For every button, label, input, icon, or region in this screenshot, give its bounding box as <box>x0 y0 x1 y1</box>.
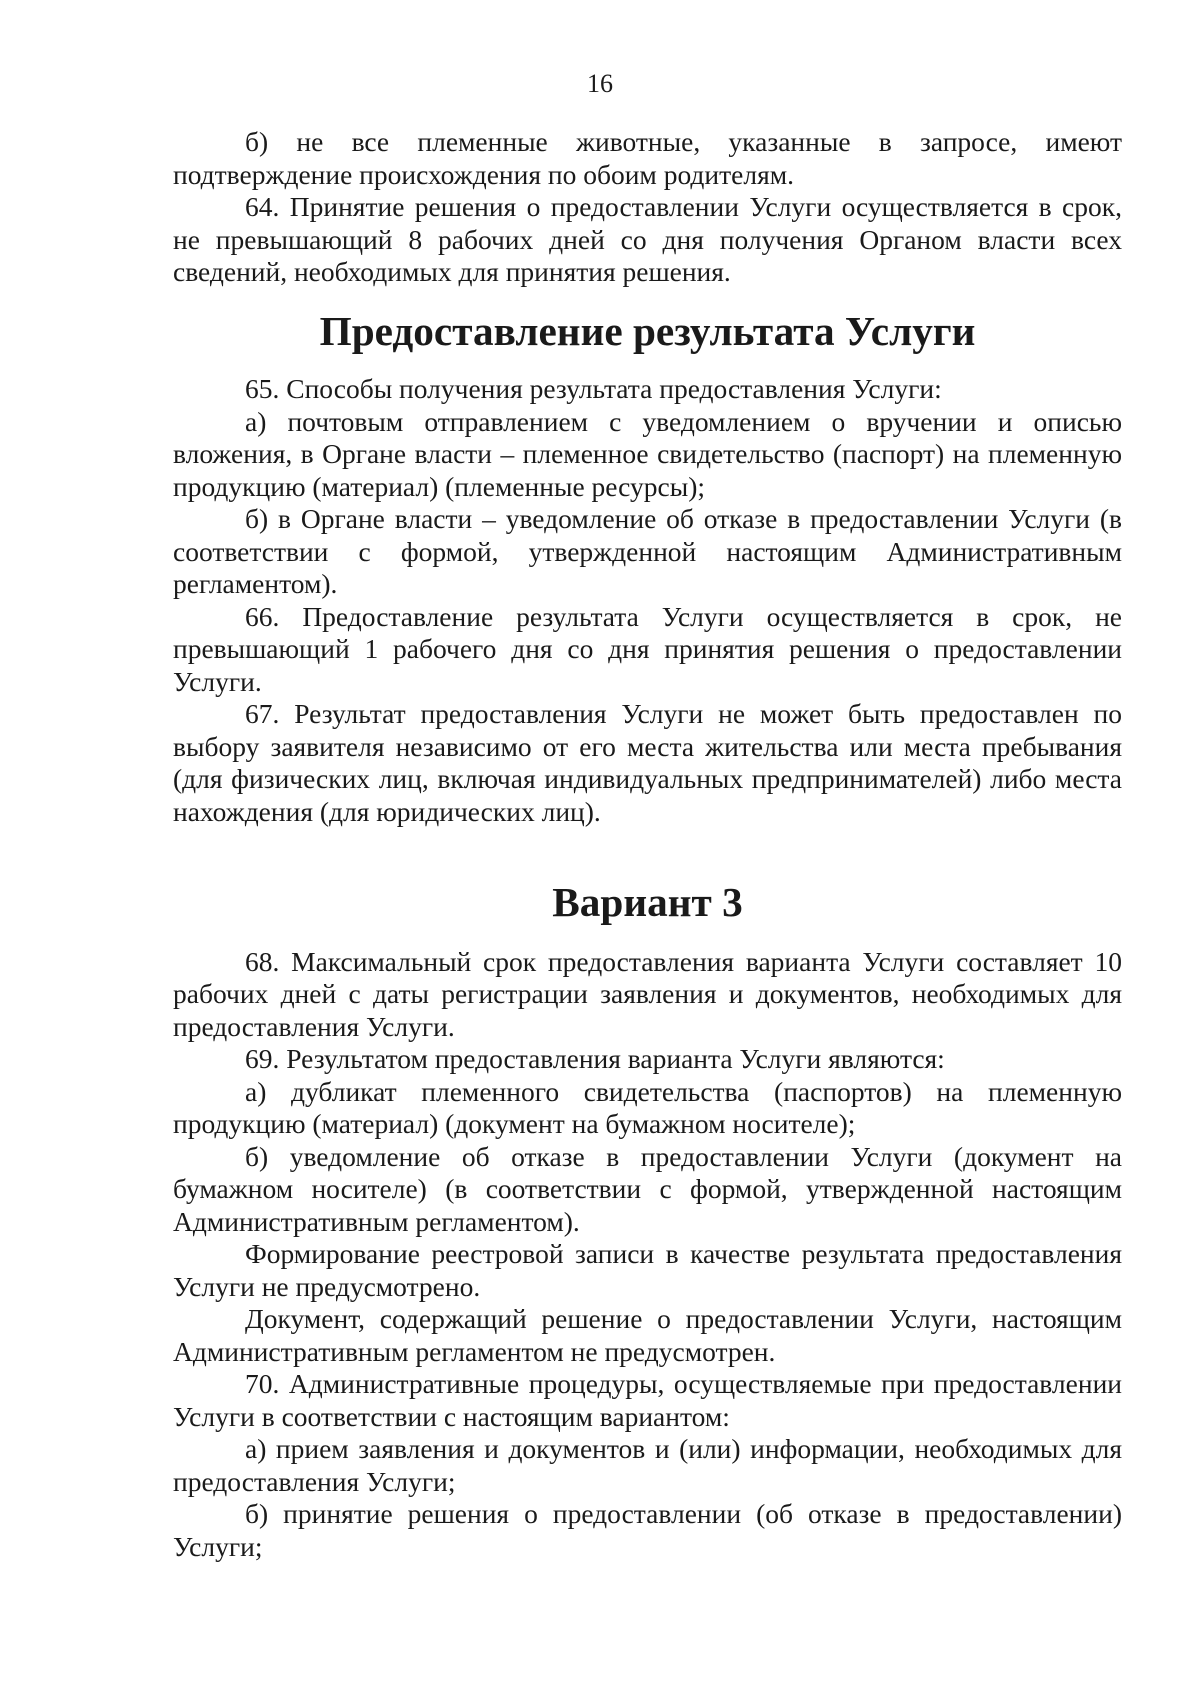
paragraph: Документ, содержащий решение о предоставлении Услуги, настоящим Административным регламентом не предусмотрен. <box>173 1303 1122 1367</box>
paragraph: 67. Результат предоставления Услуги не может быть предоставлен по выбору заявителя независимо от его места жительства или места пребывания (для физических лиц, включая индивидуальных предпринимателей) либо места нахождения (для юридических лиц). <box>173 698 1122 827</box>
section-heading-result: Предоставление результата Услуги <box>319 307 976 354</box>
paragraph: Формирование реестровой записи в качестве результата предоставления Услуги не предусмотрено. <box>173 1238 1122 1302</box>
paragraph: б) уведомление об отказе в предоставлении Услуги (документ на бумажном носителе) (в соответствии с формой, утвержденной настоящим Административным регламентом). <box>173 1140 1122 1237</box>
paragraph: а) дубликат племенного свидетельства (паспортов) на племенную продукцию (материал) (документ на бумажном носителе); <box>173 1075 1122 1139</box>
paragraph: а) почтовым отправлением с уведомлением о вручении и описью вложения, в Органе власти – племенное свидетельство (паспорт) на племенную продукцию (материал) (племенные ресурсы); <box>173 405 1122 502</box>
paragraph: а) прием заявления и документов и (или) информации, необходимых для предоставления Услуги; <box>173 1433 1122 1497</box>
paragraph: б) не все племенные животные, указанные в запросе, имеют подтверждение происхождения по обоим родителям. <box>173 126 1122 190</box>
paragraph: б) в Органе власти – уведомление об отказе в предоставлении Услуги (в соответствии с формой, утвержденной настоящим Административным регламентом). <box>173 503 1122 599</box>
paragraph: 66. Предоставление результата Услуги осуществляется в срок, не превышающий 1 рабочего дня со дня принятия решения о предоставлении Услуги. <box>173 600 1122 697</box>
paragraph: 69. Результатом предоставления варианта Услуги являются: <box>245 1043 945 1074</box>
paragraph: 65. Способы получения результата предоставления Услуги: <box>245 373 942 404</box>
paragraph: б) принятие решения о предоставлении (об отказе в предоставлении) Услуги; <box>173 1498 1122 1562</box>
section-heading-variant: Вариант 3 <box>552 879 743 925</box>
document-body <box>173 126 1122 1563</box>
paragraph: 70. Административные процедуры, осуществляемые при предоставлении Услуги в соответствии с настоящим вариантом: <box>173 1368 1122 1432</box>
paragraph: 68. Максимальный срок предоставления варианта Услуги составляет 10 рабочих дней с даты регистрации заявления и документов, необходимых для предоставления Услуги. <box>173 945 1122 1042</box>
page-number: 16 <box>587 69 613 98</box>
paragraph: 64. Принятие решения о предоставлении Услуги осуществляется в срок, не превышающий 8 рабочих дней со дня получения Органом власти всех сведений, необходимых для принятия решения. <box>173 191 1122 287</box>
